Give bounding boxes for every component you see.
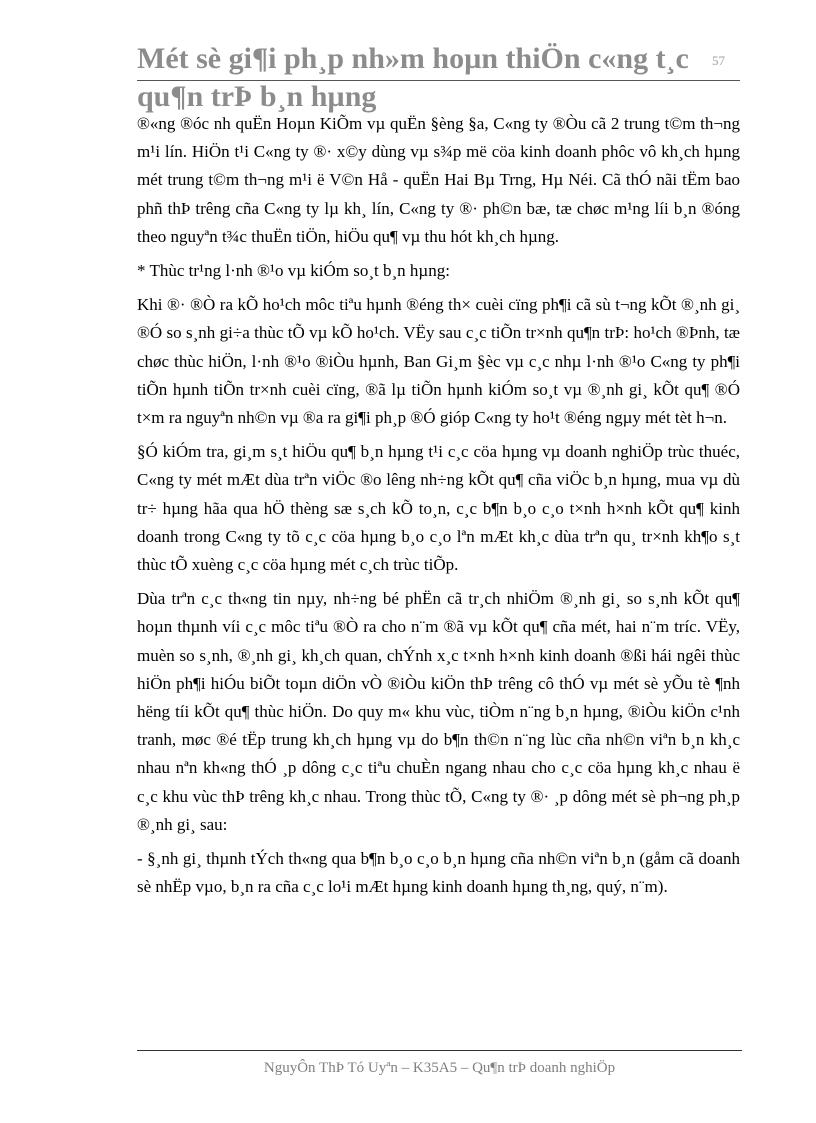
paragraph: Khi ®· ®Ò ra kÕ ho¹ch môc tiªu hµnh ®éng th× cuèi cïng ph¶i cã sù t¬ng kÕt ®¸nh gi¸ ®Ó so s¸nh gi÷a thùc tÕ vµ kÕ ho¹ch. VËy sau c¸c tiÕn tr×nh qu¶n trÞ: ho¹ch ®Þnh, tæ chøc thùc hiÖn, l·nh ®¹o ®iÒu hµnh, Ban Gi¸m §èc vµ c¸c nhµ l·nh ®¹o C«ng ty ph¶i tiÕn hµnh tiÕn tr×nh cuèi cïng, ®ã lµ tiÕn hµnh kiÓm so¸t vµ ®¸nh gi¸ kÕt qu¶ ®Ó t×m ra nguyªn nh©n vµ ®a ra gi¶i ph¸p ®Ó gióp C«ng ty ho¹t ®éng ngµy mét tèt h¬n. xyxy=(137,295,740,428)
header-divider xyxy=(137,80,740,81)
running-header-title: Mét sè gi¶i ph¸p nh»m hoµn thiÖn c«ng t¸c qu¶n trÞ b¸n hµng xyxy=(137,42,689,113)
paragraph: ®«ng ®óc nh quËn Hoµn KiÕm vµ quËn §èng §a, C«ng ty ®Òu cã 2 trung t©m th¬ng m¹i lín. HiÖn t¹i C«ng ty ®· x©y dùng vµ s¾p më cöa kinh doanh phôc vô kh¸ch hµng mét trung t©m th¬ng m¹i ë V©n Hå - quËn Hai Bµ Trng, Hµ Néi. Cã thÓ nãi tËm bao phñ thÞ trêng cña C«ng ty lµ kh¸ lín, C«ng ty ®· ph©n bæ, tæ chøc m¹ng líi b¸n ®óng theo nguyªn t¾c thuËn tiÖn, hiÖu qu¶ vµ thu hót kh¸ch hµng. xyxy=(137,114,740,246)
running-footer: NguyÔn ThÞ Tó Uyªn – K35A5 – Qu¶n trÞ doanh nghiÖp xyxy=(263,1060,616,1076)
paragraph: §Ó kiÓm tra, gi¸m s¸t hiÖu qu¶ b¸n hµng t¹i c¸c cöa hµng vµ doanh nghiÖp trùc thuéc, C«ng ty mét mÆt dùa trªn viÖc ®o lêng nh÷ng kÕt qu¶ cña viÖc b¸n hµng, mua vµ dù tr÷ hµng hãa qua hÖ thèng sæ s¸ch kÕ to¸n, c¸c b¶n b¸o c¸o t×nh h×nh kÕt qu¶ kinh doanh trong C«ng ty tõ c¸c cöa hµng b¸o c¸o lªn mÆt kh¸c dùa trªn qu¸ tr×nh kh¶o s¸t thùc tÕ xuèng c¸c cöa hµng mét c¸ch trùc tiÕp. xyxy=(137,442,740,575)
paragraph: - §¸nh gi¸ thµnh tÝch th«ng qua b¶n b¸o c¸o b¸n hµng cña nh©n viªn b¸n (gåm cã doanh sè nhËp vµo, b¸n ra cña c¸c lo¹i mÆt hµng kinh doanh hµng th¸ng, quý, n¨m). xyxy=(137,849,740,897)
body-text xyxy=(137,110,740,907)
footer-divider xyxy=(137,1050,742,1051)
paragraph: * Thùc tr¹ng l·nh ®¹o vµ kiÓm so¸t b¸n hµng: xyxy=(137,261,450,281)
page-number: 57 xyxy=(712,53,725,68)
paragraph: Dùa trªn c¸c th«ng tin nµy, nh÷ng bé phËn cã tr¸ch nhiÖm ®¸nh gi¸ so s¸nh kÕt qu¶ hoµn thµnh víi c¸c môc tiªu ®Ò ra cho n¨m ®ã vµ kÕt qu¶ cña mét, hai n¨m tríc. VËy, muèn so s¸nh, ®¸nh gi¸ kh¸ch quan, chÝnh x¸c t×nh h×nh kinh doanh ®ßi hái ngêi thùc hiÖn ph¶i hiÓu biÕt toµn diÖn vÒ ®iÒu kiÖn thÞ trêng cô thÓ vµ mét sè yÕu tè ¶nh hëng tíi kÕt qu¶ thùc hiÖn. Do quy m« khu vùc, tiÒm n¨ng b¸n hµng, ®iÒu kiÖn c¹nh tranh, møc ®é tËp trung kh¸ch hµng vµ do b¶n th©n n¨ng lùc cña nh©n viªn b¸n kh¸c nhau nªn kh«ng thÓ ¸p dông c¸c tiªu chuÈn ngang nhau cho c¸c cöa hµng kh¸c nhau ë c¸c khu vùc thÞ trêng kh¸c nhau. Trong thùc tÕ, C«ng ty ®· ¸p dông mét sè ph¬ng ph¸p ®¸nh gi¸ sau: xyxy=(137,589,740,834)
